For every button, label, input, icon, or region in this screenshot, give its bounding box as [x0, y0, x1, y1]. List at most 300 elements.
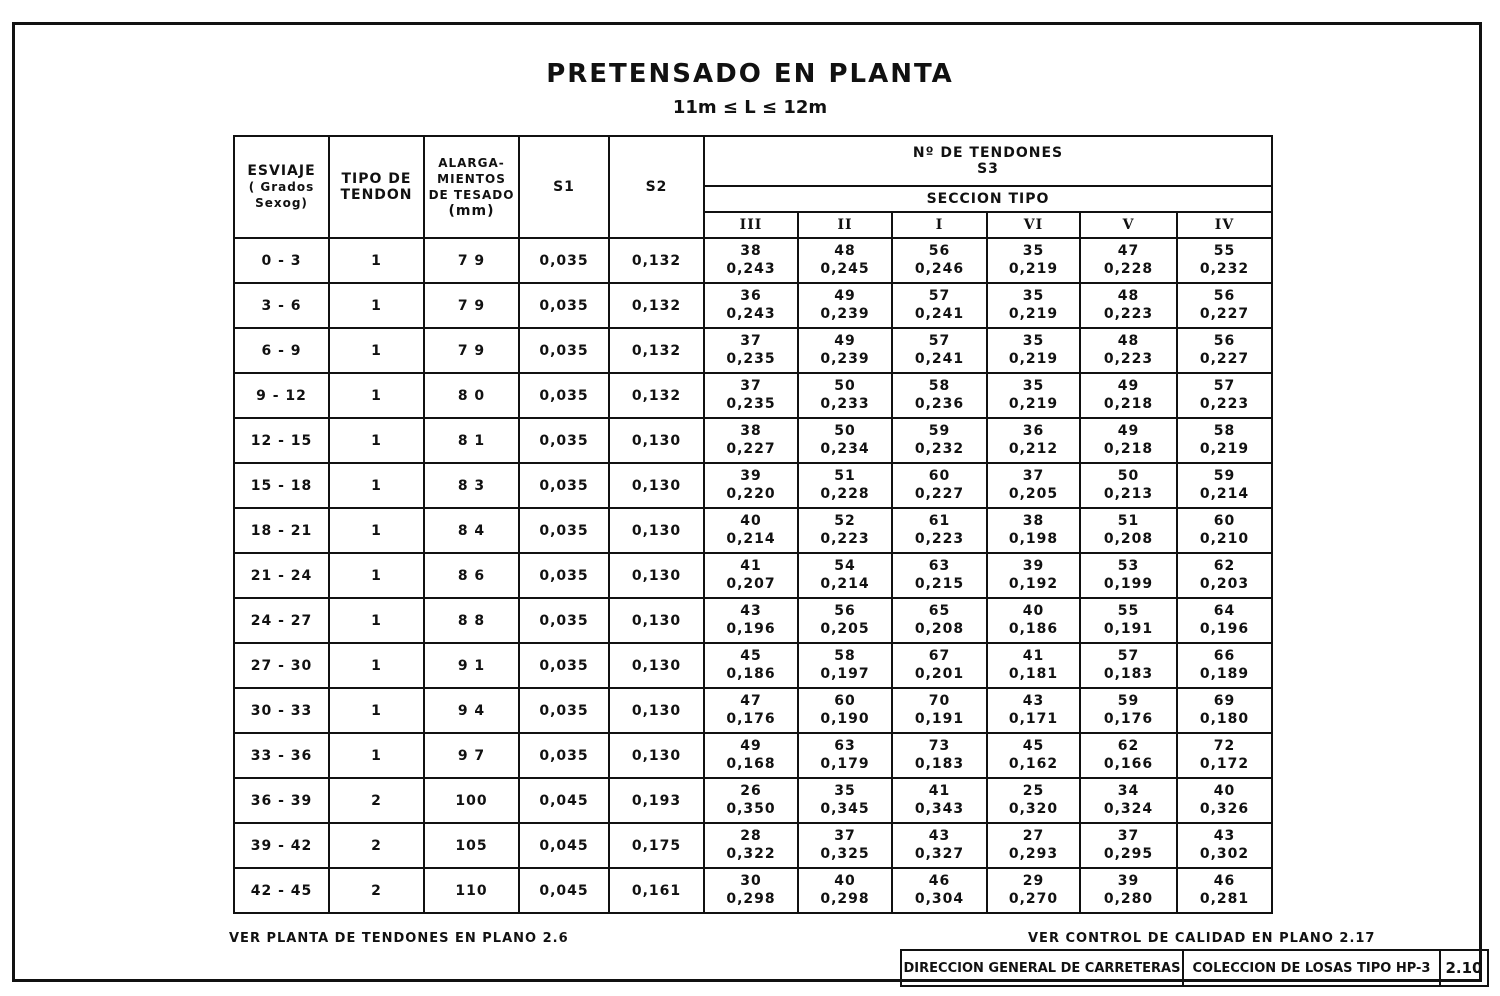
cell-tendones: [1177, 238, 1272, 283]
tendon-count: 30: [740, 872, 762, 889]
tendon-count: 53: [1117, 557, 1140, 574]
table-row: [234, 418, 1272, 463]
tendon-count: 50: [834, 377, 856, 394]
table-row: [234, 463, 1272, 508]
tendon-count: 35: [1022, 287, 1045, 304]
tendon-s3: 0,199: [1103, 575, 1154, 592]
cell-tendones: [892, 733, 987, 778]
cell-esviaje: 18 - 21: [234, 508, 329, 553]
tendon-count: 47: [1117, 242, 1140, 259]
tendon-s3: 0,223: [820, 530, 870, 547]
cell-tendones: [704, 733, 798, 778]
table-row: [234, 778, 1272, 823]
cell-tendones: [1080, 778, 1177, 823]
cell-s2: 0,175: [609, 823, 704, 868]
tendon-count: 51: [1117, 512, 1140, 529]
title-block: [900, 949, 1489, 987]
header-section-0: III: [704, 212, 798, 238]
tendon-count: 72: [1213, 737, 1236, 754]
cell-tendones: [704, 463, 798, 508]
tendon-count: 60: [1213, 512, 1236, 529]
tendon-count: 41: [1022, 647, 1045, 664]
tendon-count: 54: [834, 557, 856, 574]
tendon-s3: 0,246: [914, 260, 965, 277]
page-title: PRETENSADO EN PLANTA: [546, 59, 954, 89]
cell-tendones: [798, 643, 892, 688]
tendon-count: 62: [1117, 737, 1140, 754]
tendon-s3: 0,227: [914, 485, 965, 502]
cell-tipo: 2: [329, 823, 424, 868]
tendon-s3: 0,293: [1008, 845, 1059, 862]
header-esviaje: [234, 136, 329, 238]
tendon-count: 48: [834, 242, 856, 259]
cell-esviaje: 36 - 39: [234, 778, 329, 823]
tendon-s3: 0,270: [1008, 890, 1059, 907]
tendon-count: 62: [1213, 557, 1236, 574]
tendon-s3: 0,212: [1008, 440, 1059, 457]
table-row: [234, 733, 1272, 778]
tendon-s3: 0,235: [726, 350, 776, 367]
tendon-count: 43: [928, 827, 951, 844]
title-block-sheet: 2.10: [1441, 951, 1489, 985]
cell-tendones: [1080, 508, 1177, 553]
cell-tendones: [892, 508, 987, 553]
title-block-collection: COLECCION DE LOSAS TIPO HP-3: [1184, 951, 1441, 985]
tendon-s3: 0,213: [1103, 485, 1154, 502]
table-row: [234, 643, 1272, 688]
cell-tendones: [987, 463, 1080, 508]
tendon-s3: 0,215: [914, 575, 965, 592]
tendon-count: 40: [740, 512, 762, 529]
tendon-count: 50: [1117, 467, 1140, 484]
tendon-count: 58: [834, 647, 856, 664]
tendon-s3: 0,343: [914, 800, 965, 817]
cell-tendones: [1080, 868, 1177, 913]
tendon-s3: 0,304: [914, 890, 965, 907]
cell-tendones: [798, 733, 892, 778]
cell-tendones: [892, 373, 987, 418]
cell-tendones: [704, 688, 798, 733]
table-row: [234, 373, 1272, 418]
header-alargamientos: [424, 136, 519, 238]
cell-s2: 0,132: [609, 283, 704, 328]
cell-tendones: [1177, 508, 1272, 553]
cell-tendones: [1177, 688, 1272, 733]
cell-s1: 0,035: [519, 508, 609, 553]
cell-esviaje: 15 - 18: [234, 463, 329, 508]
tendon-s3: 0,245: [820, 260, 870, 277]
tendon-count: 39: [1022, 557, 1045, 574]
tendon-s3: 0,219: [1008, 305, 1059, 322]
cell-tendones: [892, 778, 987, 823]
cell-tendones: [1177, 868, 1272, 913]
cell-esviaje: 33 - 36: [234, 733, 329, 778]
cell-tendones: [987, 418, 1080, 463]
tendon-count: 49: [740, 737, 762, 754]
tendon-count: 37: [740, 332, 762, 349]
cell-tendones: [1080, 598, 1177, 643]
header-section-5: IV: [1177, 212, 1272, 238]
tendon-count: 48: [1117, 287, 1140, 304]
cell-tendones: [704, 238, 798, 283]
table-row: [234, 823, 1272, 868]
tendon-s3: 0,176: [1103, 710, 1154, 727]
cell-s1: 0,035: [519, 238, 609, 283]
drawing-frame: [12, 22, 1482, 982]
cell-tendones: [798, 868, 892, 913]
tendon-s3: 0,198: [1008, 530, 1059, 547]
cell-s1: 0,035: [519, 733, 609, 778]
tendon-count: 37: [740, 377, 762, 394]
tendon-s3: 0,243: [726, 260, 776, 277]
tendon-s3: 0,325: [820, 845, 870, 862]
cell-tendones: [987, 643, 1080, 688]
cell-s1: 0,035: [519, 553, 609, 598]
cell-tendones: [704, 328, 798, 373]
tendon-s3: 0,232: [914, 440, 965, 457]
tendon-s3: 0,302: [1199, 845, 1250, 862]
cell-tendones: [987, 283, 1080, 328]
tendon-count: 46: [1213, 872, 1236, 889]
tendon-count: 59: [1213, 467, 1236, 484]
cell-tendones: [987, 598, 1080, 643]
header-section-3: VI: [987, 212, 1080, 238]
tendon-s3: 0,220: [726, 485, 776, 502]
cell-tendones: [1177, 643, 1272, 688]
tendon-s3: 0,235: [726, 395, 776, 412]
cell-tendones: [798, 553, 892, 598]
tendon-count: 56: [1213, 287, 1236, 304]
tendon-count: 41: [740, 557, 762, 574]
tendon-s3: 0,180: [1199, 710, 1250, 727]
cell-alarg: 7 9: [424, 328, 519, 373]
tendon-count: 65: [928, 602, 951, 619]
table-row: [234, 238, 1272, 283]
tendon-count: 27: [1022, 827, 1045, 844]
cell-s1: 0,035: [519, 598, 609, 643]
tendon-count: 35: [834, 782, 856, 799]
tendon-count: 45: [1022, 737, 1045, 754]
tendon-s3: 0,234: [820, 440, 870, 457]
header-tipo: TIPO DE TENDON: [329, 136, 424, 238]
tendon-count: 40: [834, 872, 856, 889]
cell-tendones: [1080, 823, 1177, 868]
tendon-s3: 0,223: [1103, 305, 1154, 322]
cell-tendones: [1080, 373, 1177, 418]
tendon-s3: 0,201: [914, 665, 965, 682]
cell-s2: 0,130: [609, 598, 704, 643]
header-esviaje-units: ( Grados Sexog): [248, 179, 315, 211]
tendon-count: 43: [740, 602, 762, 619]
cell-tendones: [704, 643, 798, 688]
tendon-s3: 0,223: [914, 530, 965, 547]
header-s2: S2: [609, 136, 704, 238]
tendon-count: 37: [1022, 467, 1045, 484]
cell-alarg: 9 4: [424, 688, 519, 733]
cell-tendones: [704, 598, 798, 643]
cell-tendones: [987, 553, 1080, 598]
tendon-s3: 0,239: [820, 305, 870, 322]
tendon-s3: 0,241: [914, 350, 965, 367]
cell-tendones: [704, 418, 798, 463]
tendon-s3: 0,298: [820, 890, 870, 907]
tendon-s3: 0,172: [1199, 755, 1250, 772]
cell-s2: 0,132: [609, 373, 704, 418]
tendon-count: 40: [1022, 602, 1045, 619]
cell-s2: 0,161: [609, 868, 704, 913]
tendon-s3: 0,345: [820, 800, 870, 817]
tendon-s3: 0,191: [914, 710, 965, 727]
tendon-count: 43: [1022, 692, 1045, 709]
tendon-count: 36: [1022, 422, 1045, 439]
tendon-s3: 0,228: [820, 485, 870, 502]
cell-tipo: 1: [329, 373, 424, 418]
table-row: [234, 598, 1272, 643]
tendon-s3: 0,218: [1103, 440, 1154, 457]
cell-esviaje: 24 - 27: [234, 598, 329, 643]
cell-s2: 0,130: [609, 553, 704, 598]
tendon-s3: 0,183: [914, 755, 965, 772]
cell-tendones: [1080, 733, 1177, 778]
tendon-s3: 0,207: [726, 575, 776, 592]
tendon-s3: 0,205: [820, 620, 870, 637]
cell-s2: 0,130: [609, 688, 704, 733]
cell-esviaje: 6 - 9: [234, 328, 329, 373]
cell-tendones: [1177, 418, 1272, 463]
tendon-count: 59: [1117, 692, 1140, 709]
header-s1: S1: [519, 136, 609, 238]
cell-alarg: 105: [424, 823, 519, 868]
tendon-count: 66: [1213, 647, 1236, 664]
tendon-count: 43: [1213, 827, 1236, 844]
cell-s1: 0,035: [519, 328, 609, 373]
cell-esviaje: 3 - 6: [234, 283, 329, 328]
tendon-count: 57: [1117, 647, 1140, 664]
cell-tipo: 1: [329, 553, 424, 598]
tendon-s3: 0,232: [1199, 260, 1250, 277]
cell-tendones: [987, 238, 1080, 283]
cell-tendones: [798, 463, 892, 508]
cell-tendones: [1080, 643, 1177, 688]
cell-tendones: [1080, 283, 1177, 328]
cell-s1: 0,035: [519, 418, 609, 463]
cell-s1: 0,035: [519, 688, 609, 733]
cell-tipo: 1: [329, 643, 424, 688]
cell-esviaje: 42 - 45: [234, 868, 329, 913]
tendon-s3: 0,203: [1199, 575, 1250, 592]
cell-tendones: [704, 508, 798, 553]
cell-s1: 0,045: [519, 778, 609, 823]
tendon-s3: 0,227: [1199, 305, 1250, 322]
cell-tendones: [1177, 283, 1272, 328]
tendon-s3: 0,196: [1199, 620, 1250, 637]
cell-tipo: 2: [329, 778, 424, 823]
prestress-table: [233, 135, 1273, 914]
tendon-s3: 0,219: [1008, 395, 1059, 412]
tendon-s3: 0,228: [1103, 260, 1154, 277]
cell-tendones: [798, 508, 892, 553]
cell-tendones: [1080, 688, 1177, 733]
tendon-s3: 0,350: [726, 800, 776, 817]
tendon-s3: 0,233: [820, 395, 870, 412]
tendon-s3: 0,214: [726, 530, 776, 547]
cell-tendones: [1177, 598, 1272, 643]
cell-tendones: [892, 868, 987, 913]
header-tendones: [704, 136, 1272, 186]
tendon-count: 38: [740, 422, 762, 439]
tendon-count: 60: [834, 692, 856, 709]
tendon-count: 38: [1022, 512, 1045, 529]
cell-tendones: [704, 778, 798, 823]
cell-alarg: 110: [424, 868, 519, 913]
cell-s2: 0,130: [609, 463, 704, 508]
tendon-s3: 0,236: [914, 395, 965, 412]
tendon-count: 49: [834, 332, 856, 349]
cell-alarg: 8 4: [424, 508, 519, 553]
cell-alarg: 8 0: [424, 373, 519, 418]
cell-tendones: [987, 733, 1080, 778]
tendon-s3: 0,191: [1103, 620, 1154, 637]
tendon-count: 67: [928, 647, 951, 664]
tendon-count: 58: [1213, 422, 1236, 439]
tendon-count: 49: [1117, 422, 1140, 439]
cell-tendones: [987, 823, 1080, 868]
cell-tendones: [892, 283, 987, 328]
cell-alarg: 8 6: [424, 553, 519, 598]
tendon-s3: 0,214: [820, 575, 870, 592]
cell-tendones: [892, 463, 987, 508]
cell-tendones: [1080, 463, 1177, 508]
tendon-count: 34: [1117, 782, 1140, 799]
tendon-s3: 0,295: [1103, 845, 1154, 862]
tendon-s3: 0,186: [726, 665, 776, 682]
tendon-count: 46: [928, 872, 951, 889]
cell-tendones: [798, 328, 892, 373]
cell-tendones: [987, 688, 1080, 733]
tendon-s3: 0,219: [1199, 440, 1250, 457]
tendon-s3: 0,183: [1103, 665, 1154, 682]
cell-esviaje: 39 - 42: [234, 823, 329, 868]
tendon-count: 41: [928, 782, 951, 799]
header-alarga-label: ALARGA- MIENTOS DE TESADO: [428, 155, 515, 202]
table-row: [234, 688, 1272, 733]
cell-tendones: [1177, 463, 1272, 508]
tendon-count: 56: [1213, 332, 1236, 349]
tendon-count: 55: [1213, 242, 1236, 259]
cell-tendones: [798, 598, 892, 643]
header-s3: S3: [977, 161, 999, 177]
tendon-count: 55: [1117, 602, 1140, 619]
tendon-s3: 0,326: [1199, 800, 1250, 817]
tendon-s3: 0,239: [820, 350, 870, 367]
table-row: [234, 508, 1272, 553]
cell-tendones: [704, 283, 798, 328]
cell-tipo: 1: [329, 508, 424, 553]
cell-tendones: [1177, 328, 1272, 373]
tendon-s3: 0,208: [1103, 530, 1154, 547]
cell-tendones: [798, 688, 892, 733]
tendon-s3: 0,168: [726, 755, 776, 772]
cell-alarg: 8 1: [424, 418, 519, 463]
tendon-count: 69: [1213, 692, 1236, 709]
table-row: [234, 868, 1272, 913]
cell-s2: 0,193: [609, 778, 704, 823]
cell-tendones: [1080, 238, 1177, 283]
tendon-s3: 0,196: [726, 620, 776, 637]
cell-s1: 0,045: [519, 868, 609, 913]
tendon-s3: 0,281: [1199, 890, 1250, 907]
cell-esviaje: 9 - 12: [234, 373, 329, 418]
cell-s1: 0,045: [519, 823, 609, 868]
tendon-count: 56: [834, 602, 856, 619]
tendon-s3: 0,243: [726, 305, 776, 322]
tendon-count: 35: [1022, 332, 1045, 349]
tendon-s3: 0,171: [1008, 710, 1059, 727]
cell-alarg: 9 1: [424, 643, 519, 688]
tendon-count: 37: [834, 827, 856, 844]
tendon-count: 28: [740, 827, 762, 844]
tendon-s3: 0,190: [820, 710, 870, 727]
tendon-count: 57: [928, 332, 951, 349]
tendon-s3: 0,210: [1199, 530, 1250, 547]
cell-tendones: [892, 328, 987, 373]
cell-alarg: 9 7: [424, 733, 519, 778]
tendon-count: 64: [1213, 602, 1236, 619]
cell-esviaje: 27 - 30: [234, 643, 329, 688]
tendon-s3: 0,219: [1008, 260, 1059, 277]
cell-tendones: [798, 238, 892, 283]
cell-tendones: [892, 688, 987, 733]
tendon-count: 25: [1022, 782, 1045, 799]
cell-s1: 0,035: [519, 463, 609, 508]
cell-tendones: [798, 373, 892, 418]
cell-esviaje: 12 - 15: [234, 418, 329, 463]
tendon-count: 37: [1117, 827, 1140, 844]
header-seccion: SECCION TIPO: [704, 186, 1272, 212]
tendon-count: 49: [834, 287, 856, 304]
cell-tendones: [892, 418, 987, 463]
cell-tendones: [1080, 553, 1177, 598]
span-range-subtitle: 11m ≤ L ≤ 12m: [672, 97, 828, 118]
tendon-s3: 0,166: [1103, 755, 1154, 772]
cell-tipo: 1: [329, 328, 424, 373]
tendon-count: 26: [740, 782, 762, 799]
cell-esviaje: 0 - 3: [234, 238, 329, 283]
header-esviaje-label: ESVIAJE: [247, 162, 316, 179]
cell-s2: 0,130: [609, 418, 704, 463]
tendon-s3: 0,223: [1199, 395, 1250, 412]
cell-tendones: [892, 598, 987, 643]
cell-s2: 0,132: [609, 328, 704, 373]
tendon-s3: 0,324: [1103, 800, 1154, 817]
tendon-s3: 0,219: [1008, 350, 1059, 367]
tendon-s3: 0,298: [726, 890, 776, 907]
cell-tendones: [798, 283, 892, 328]
tendon-s3: 0,181: [1008, 665, 1059, 682]
header-section-4: V: [1080, 212, 1177, 238]
header-section-2: I: [892, 212, 987, 238]
tendon-s3: 0,192: [1008, 575, 1059, 592]
cell-esviaje: 21 - 24: [234, 553, 329, 598]
tendon-count: 51: [834, 467, 856, 484]
tendon-count: 57: [1213, 377, 1236, 394]
tendon-s3: 0,327: [914, 845, 965, 862]
tendon-s3: 0,189: [1199, 665, 1250, 682]
tendon-count: 35: [1022, 377, 1045, 394]
tendon-s3: 0,186: [1008, 620, 1059, 637]
tendon-s3: 0,176: [726, 710, 776, 727]
cell-tendones: [1177, 553, 1272, 598]
